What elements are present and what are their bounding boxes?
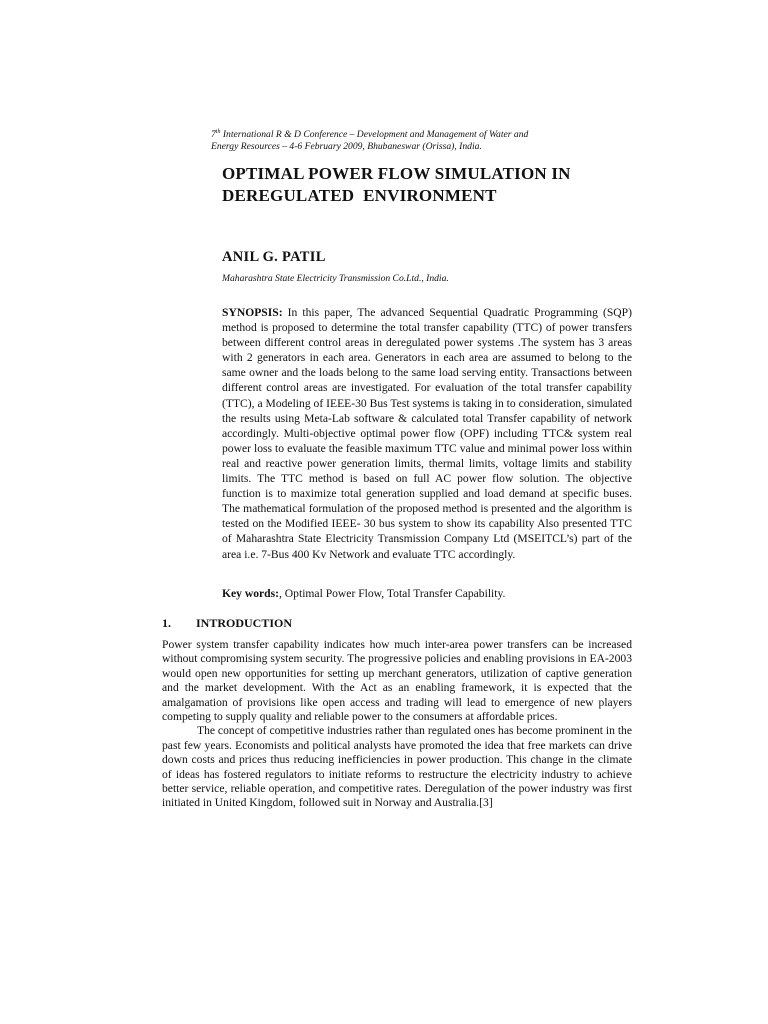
- author-name: ANIL G. PATIL: [222, 249, 326, 265]
- synopsis-label: SYNOPSIS:: [222, 306, 283, 319]
- title-line-1: OPTIMAL POWER FLOW SIMULATION IN: [222, 164, 571, 183]
- section-title: INTRODUCTION: [196, 616, 293, 630]
- conference-header: [211, 126, 541, 153]
- keywords-label: Key words:: [222, 587, 279, 600]
- conference-name: International R & D Conference – Development and Management of Water and: [220, 129, 529, 141]
- title-line-2: DEREGULATED ENVIRONMENT: [222, 186, 497, 205]
- intro-paragraph-1: Power system transfer capability indicates how much inter-area power transfers can be increased without compromising system security. The progressive policies and enabling provisions in EA-2003 would open new opportunities for setting up merchant generators, utilization of captive generation and the market development. With the Act as an enabling framework, it is expected that the amalgamation of provisions like open access and trading will lead to emergence of new players competing to supply quality and reliable power to the consumers at affordable prices.: [162, 638, 632, 724]
- conference-ordinal: 7: [211, 129, 216, 141]
- intro-paragraph-2: The concept of competitive industries rather than regulated ones has become prominent in the past few years. Economists and political analysts have promoted the idea that free markets can drive down costs and prices thus reducing inefficiencies in power production. This change in the climate of ideas has fostered regulators to initiate reforms to restructure the electricity industry to achieve better service, reliable operation, and competitive rates. Deregulation of the power industry was first initiated in United Kingdom, followed suit in Norway and Australia.[3]: [162, 724, 632, 810]
- introduction-body: [162, 638, 632, 811]
- synopsis: [222, 305, 632, 562]
- synopsis-text: In this paper, The advanced Sequential Quadratic Programming (SQP) method is proposed to determine the total transfer capability (TTC) of power transfers between different control areas in deregulated power systems .The system has 3 areas with 2 generators in each area. Generators in each area are assumed to belong to the same owner and the loads belong to the same load serving entity. Transactions between different control areas are investigated. For evaluation of the total transfer capability (TTC), a Modeling of IEEE-30 Bus Test systems is taking in to consideration, simulated the results using Meta-Lab software & calculated total Transfer capability of network accordingly. Multi-objective optimal power flow (OPF) including TTC& system real power loss to evaluate the feasible maximum TTC value and minimal power loss within real and reactive power generation limits, thermal limits, voltage limits and stability limits. The TTC method is based on full AC power flow solution. The objective function is to maximize total generation supplied and load demand at specific buses. The mathematical formulation of the proposed method is presented and the algorithm is tested on the Modified IEEE- 30 bus system to show its capability Also presented TTC of Maharashtra State Electricity Transmission Company Ltd (MSEITCL’s) part of the area i.e. 7-Bus 400 Kv Network and evaluate TTC accordingly.: [222, 306, 632, 561]
- section-number: 1.: [162, 616, 171, 630]
- paper-title: [222, 163, 622, 207]
- keywords: [222, 586, 632, 601]
- conference-line-1: [211, 126, 541, 141]
- conference-line-2: Energy Resources – 4-6 February 2009, Bhubaneswar (Orissa), India.: [211, 141, 482, 153]
- keywords-text: , Optimal Power Flow, Total Transfer Capability.: [279, 587, 506, 600]
- section-heading-introduction: [162, 616, 292, 631]
- author-affiliation: Maharashtra State Electricity Transmission Co.Ltd., India.: [222, 273, 449, 284]
- conference-ordinal-suffix: th: [215, 129, 221, 135]
